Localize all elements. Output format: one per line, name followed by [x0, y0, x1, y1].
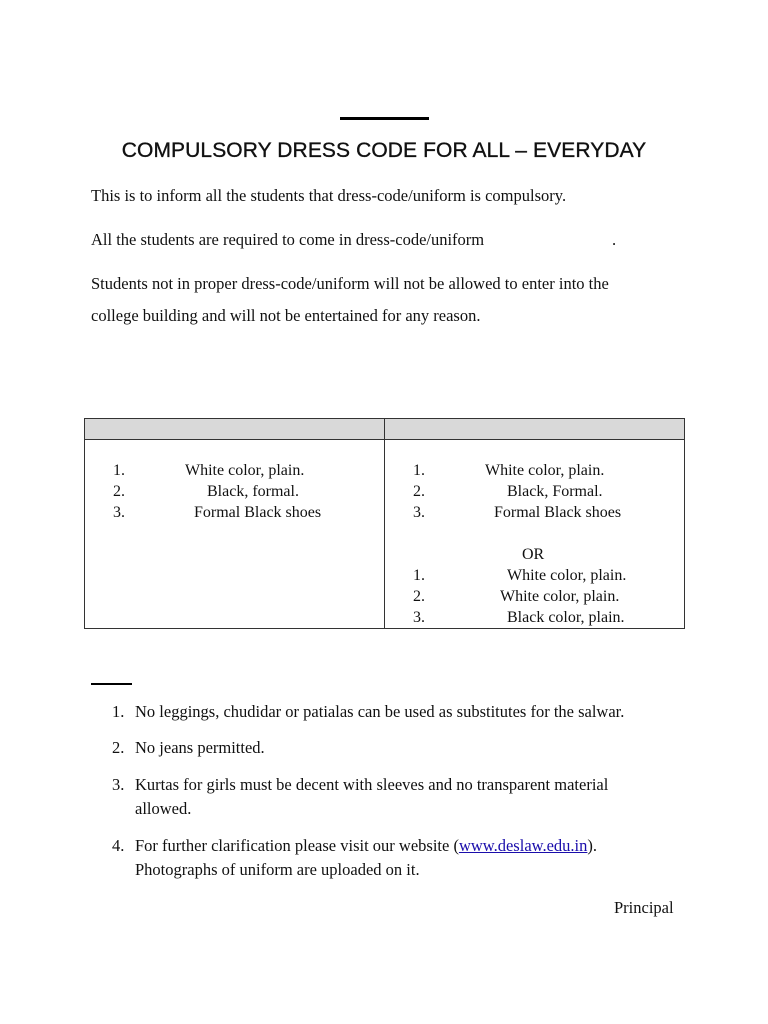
website-link[interactable]: www.deslaw.edu.in: [458, 836, 588, 855]
signature: Principal: [614, 898, 674, 917]
notes-heading-rule: [91, 683, 132, 685]
list-item: 3. Formal Black shoes: [113, 504, 322, 521]
table-header-left: [85, 419, 385, 440]
list-item: 2. Black, formal.: [113, 483, 299, 500]
or-label: OR: [522, 546, 545, 563]
warning-paragraph: [91, 268, 691, 332]
requirement-paragraph-end: .: [612, 230, 617, 249]
page-title: COMPULSORY DRESS CODE FOR ALL – EVERYDAY: [121, 139, 647, 162]
warning-line-1: Students not in proper dress-code/uniform will not be allowed to enter into the: [91, 274, 609, 293]
table-header-right: [385, 419, 685, 440]
list-item: 2. Black, Formal.: [413, 483, 603, 500]
warning-line-2: college building and will not be entertained for any reason.: [91, 306, 481, 325]
list-item: 1. White color, plain.: [113, 462, 305, 479]
list-item: 1. White color, plain.: [413, 462, 605, 479]
list-item: 2. White color, plain.: [413, 588, 620, 605]
list-item: 1. White color, plain.: [413, 567, 627, 584]
list-item: 3. Formal Black shoes: [413, 504, 622, 521]
intro-paragraph: This is to inform all the students that dress-code/uniform is compulsory.: [91, 186, 567, 205]
top-rule: [340, 117, 429, 120]
table-cell-right: [385, 440, 685, 629]
list-item: 3. Black color, plain.: [413, 609, 625, 626]
dress-code-table: [84, 418, 685, 629]
requirement-paragraph: All the students are required to come in dress-code/uniform: [91, 230, 485, 249]
table-cell-left: [85, 440, 385, 629]
